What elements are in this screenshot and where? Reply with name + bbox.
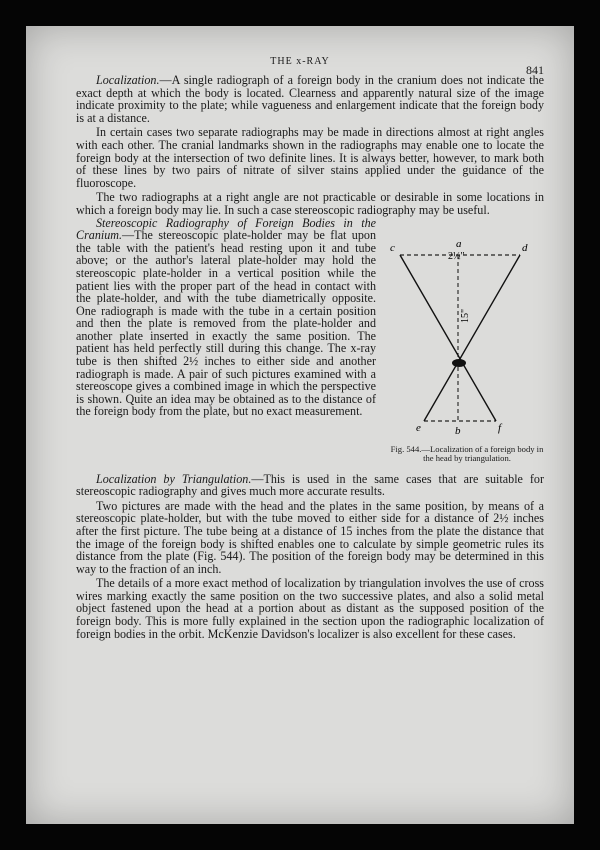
paragraph-localization bbox=[76, 74, 544, 124]
triangulation-diagram bbox=[386, 221, 544, 451]
paragraph-two-radiographs: In certain cases two separate radiographs may be made in directions almost at right angles with each other. The cranial landmarks shown in the radiographs may enable one to locate the foreign body at the intersection of two definite lines. It is always better, however, to mark both of these lines by two pairs of nitrate of silver stains applied under the guidance of the fluoroscope. bbox=[76, 125, 544, 190]
paragraph-two-pictures: Two pictures are made with the head and the plates in the same position, by means of a stereoscopic plate-holder, but with the tube moved to either side for a distance of 2½ inches after the first picture. The tube being at a distance of 15 inches from the plate the distance that the image of the foreign body is shifted enables one to calculate by simple geometric rules its distance from the plate (Fig. 544). The position of the foreign body may be determined in this way to the fraction of an inch. bbox=[76, 498, 544, 576]
paragraph-right-angle: The two radiographs at a right angle are not practicable or desirable in some locations in which a foreign body may lie. In such a case stereoscopic radiography may be useful. bbox=[76, 190, 544, 217]
figure-caption: Fig. 544.—Localization of a foreign body in the head by triangulation. bbox=[390, 443, 544, 463]
paragraph-details: The details of a more exact method of localization by triangulation involves the use of cross wires marking exactly the same position on the two successive plates, and also a solid metal object fastened upon the head at a portion about as distant as the supposed position of the foreign body. This is more fully explained in the section upon the radiographic localization of foreign bodies in the orbit. McKenzie Davidson's localizer is also excellent for these cases. bbox=[76, 576, 544, 641]
label-f: f bbox=[498, 421, 502, 434]
running-head: THE x-RAY bbox=[270, 56, 330, 67]
label-b: b bbox=[455, 424, 461, 437]
top-dimension-label: 2½" bbox=[448, 250, 465, 262]
paragraph-text: —This is used in the same cases that are suitable for stereoscopic radiography and gives much more accurate results. bbox=[76, 471, 544, 499]
figure-544 bbox=[386, 221, 544, 469]
paragraph-text: —A single radiograph of a foreign body in the cranium does not indicate the exact depth at which the body is located. Clearness and apparently natural size of the image indicate proximity to the plate; while vagueness and enlargement indicate that the foreign body is at a distance. bbox=[76, 73, 544, 125]
label-e: e bbox=[416, 421, 421, 434]
label-a: a bbox=[456, 237, 462, 250]
page-number: 841 bbox=[526, 63, 544, 77]
paragraph-triangulation bbox=[76, 473, 544, 498]
vertical-dimension-label: 15" bbox=[460, 308, 471, 323]
label-d: d bbox=[522, 241, 528, 254]
paragraph-text: —The stereoscopic plate-holder may be flat upon the table with the patient's head resting upon it and tube above; or the author's lateral plate-holder may hold the stereoscopic plate-holder in a vertical position while the patient lies with the proper part of the head in contact with the plate-holder, and with the tube diametrically opposite. One radiograph is made with the tube in a certain position and then the plate is removed from the plate-holder and another plate inserted in exactly the same position. The patient has held perfectly still during this change. The x-ray tube is then shifted 2½ inches to either side and another radiograph is made. A pair of such pictures examined with a stereoscope gives a combined image in which the perspective is shown. Quite an idea may be obtained as to the distance of the foreign body from the plate, but no exact measurement. bbox=[76, 228, 376, 419]
page-body bbox=[76, 74, 544, 640]
section-heading-triangulation: Localization by Triangulation. bbox=[96, 471, 252, 486]
foreign-body-marker bbox=[452, 359, 466, 367]
ray-c-to-f bbox=[400, 255, 496, 421]
section-heading-stereoscopic: Stereoscopic Radiography of Foreign Bodies in the Cranium. bbox=[76, 215, 376, 243]
book-page bbox=[26, 26, 574, 824]
ray-d-to-e bbox=[424, 255, 520, 421]
section-heading-localization: Localization. bbox=[96, 73, 160, 87]
label-c: c bbox=[390, 241, 395, 254]
